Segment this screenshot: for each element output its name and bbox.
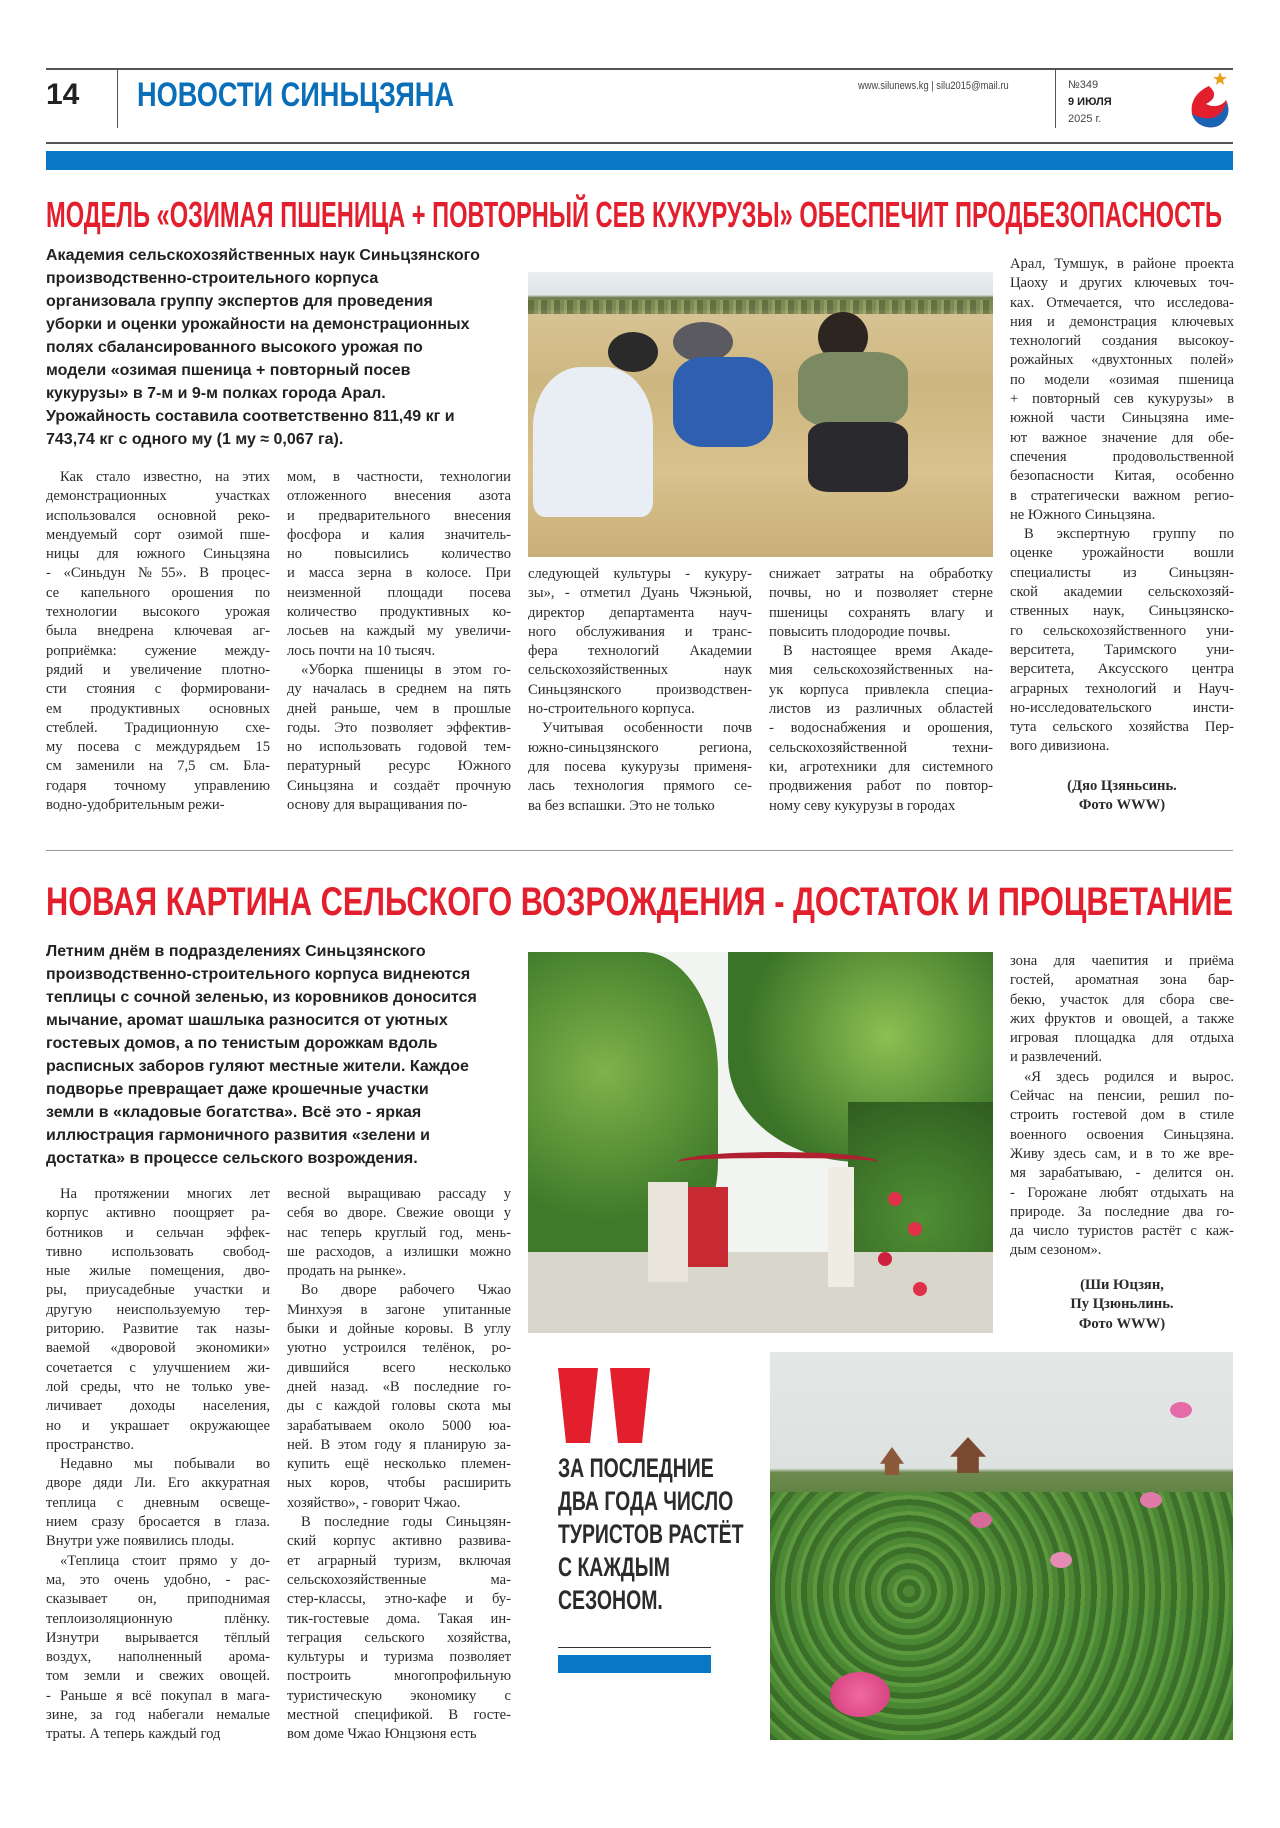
issue-date: 9 ИЮЛЯ [1068, 96, 1112, 108]
pull-quote-line: ТУРИСТОВ РАСТЁТ [558, 1519, 744, 1549]
text-line: быки и дойные коровы. В углу [287, 1321, 511, 1338]
contacts[interactable]: www.silunews.kg | silu2015@mail.ru [858, 80, 1009, 92]
text-line: ния и демонстрация ключевых [1010, 313, 1234, 330]
text-line: дней раньше, чем в прошлые [287, 700, 511, 717]
text-line: технологий создания высокоу- [1010, 333, 1234, 350]
text-line: годаря точному управлению [46, 777, 270, 794]
text-line: ский корпус активно развива- [287, 1533, 511, 1550]
text-line: Изнутри вырывается тёплый [46, 1629, 270, 1646]
article2-headline: НОВАЯ КАРТИНА СЕЛЬСКОГО ВОЗРОЖДЕНИЯ - ДОСТАТОК И ПРОЦВЕТАНИЕ [46, 880, 1233, 924]
masthead-bottom-rule [46, 142, 1233, 144]
text-line: по модели «озимая пшеница [1010, 371, 1234, 388]
text-line: ваемой «дворовой экономики» [46, 1340, 270, 1357]
blue-banner [46, 151, 1233, 170]
text-line: лой среды, что не только уве- [46, 1378, 270, 1395]
text-line: вого дивизиона. [1010, 738, 1110, 755]
byline-photo-credit: Фото WWW) [1078, 1315, 1166, 1332]
text-line: мом, в частности, технологии [287, 469, 511, 485]
lead-line: мычание, аромат шашлыка разносится от уютных [46, 1012, 448, 1029]
text-line: хозяйство», - говорит Чжао. [287, 1494, 461, 1511]
text-line: «Уборка пшеницы в этом го- [301, 661, 511, 678]
text-line: лосьев на каждый му увеличи- [287, 623, 511, 640]
issue-year: 2025 г. [1068, 113, 1102, 125]
text-line: Недавно мы побывали во [60, 1456, 270, 1473]
lead-line: 743,74 кг с одного му (1 му ≈ 0,067 га). [46, 431, 344, 448]
masthead-divider-right [1055, 70, 1056, 128]
pull-quote-line: ДВА ГОДА ЧИСЛО [558, 1486, 734, 1516]
text-line: се капельного орошения по [46, 584, 270, 601]
text-line: и развлечений. [1010, 1049, 1102, 1066]
text-line: жих фруктов и овощей, а также [1010, 1010, 1234, 1027]
text-line: но и украшает окружающее [46, 1417, 270, 1434]
text-line: Арал, Тумшук, в районе проекта [1010, 256, 1234, 272]
text-line: вом доме Чжао Юнцзюня есть [287, 1726, 477, 1743]
pull-quote-line: С КАЖДЫМ [558, 1552, 670, 1582]
text-line: рядий и увеличение плотно- [46, 661, 270, 678]
pull-quote-line: ЗА ПОСЛЕДНИЕ [558, 1453, 714, 1483]
article1-byline [1010, 777, 1234, 816]
text-line: Синьцзянского производствен- [528, 681, 752, 698]
article2-byline [1010, 1276, 1234, 1334]
text-line: му посева с междурядьем 15 [46, 739, 270, 756]
text-line: ного обслуживания и транс- [528, 623, 752, 640]
text-line: ки, агротехники для системного [769, 758, 993, 775]
text-line: сельскохозяйственной техни- [769, 739, 993, 756]
section-title: НОВОСТИ СИНЬЦЗЯНА [137, 76, 455, 114]
text-line: но повысились количество [287, 546, 511, 563]
photo-wheat-field-experts [528, 272, 993, 557]
text-line: зарабатываем около 5000 юа- [287, 1417, 511, 1434]
text-line: безопасности Китая, особенно [1010, 468, 1234, 485]
text-line: сти стояния с формировани- [46, 681, 270, 698]
article2-column-5 [1010, 952, 1234, 1261]
text-line: аграрных технологий и Науч- [1010, 680, 1234, 697]
text-line: для посева кукурузы применя- [528, 758, 752, 775]
text-line: ва без вспашки. Это не только [528, 797, 715, 814]
article1-column-1 [46, 468, 270, 815]
text-line: пшеницы сохранять влагу и [769, 604, 993, 621]
text-line: но-строительного корпуса. [528, 701, 695, 718]
lead-line: модели «озимая пшеница + повторный посев [46, 362, 411, 379]
article2-column-2 [287, 1185, 511, 1745]
text-line: ных коров, чтобы расширить [287, 1475, 511, 1492]
text-line: бекю, участок для сбора све- [1010, 991, 1234, 1008]
text-line: уютно устроился телёнок, ро- [287, 1340, 511, 1357]
text-line: зине, за год набегали немалые [46, 1707, 270, 1724]
lead-line: полях сбалансированного высокого урожая по [46, 339, 423, 356]
lead-line: достатка» в процессе сельского возрождения. [46, 1150, 418, 1167]
text-line: тик-гостевые дома. Такая ин- [287, 1610, 511, 1627]
lead-line: иллюстрация гармоничного развития «зелени и [46, 1127, 431, 1144]
text-line: демонстрационных участках [46, 488, 270, 505]
text-line: ет аграрный туризм, включая [287, 1552, 511, 1569]
text-line: тивно использовать свобод- [46, 1243, 270, 1260]
text-line: строить гостевой дом в стиле [1010, 1107, 1234, 1124]
text-line: местной спецификой. В госте- [287, 1707, 511, 1724]
byline-photo-credit: Фото WWW) [1078, 797, 1166, 814]
text-line: пературный ресурс Южного [287, 758, 511, 775]
text-line: лось почти на 10 тысяч. [287, 642, 436, 659]
text-line: культуры и туризма позволяет [287, 1649, 511, 1666]
text-line: стеблей. Традиционную схе- [46, 719, 270, 736]
lead-line: расписных заборов гуляют местные жители. Каждое [46, 1058, 469, 1075]
text-line: - «Синьдун №55». В процес- [46, 565, 270, 582]
text-line: количество продуктивных ко- [287, 604, 511, 621]
text-line: и масса зерна в колосе. При [287, 565, 511, 582]
article-divider [46, 850, 1233, 851]
text-line: построить многопрофильную [287, 1668, 511, 1685]
text-line: военного освоения Синьцзяна. [1010, 1126, 1234, 1143]
text-line: роприёмка: сужение между- [46, 642, 270, 659]
lead-line: Летним днём в подразделениях Синьцзянского [46, 943, 426, 960]
text-line: корпус активно поощряет ра- [46, 1205, 270, 1222]
text-line: см заменили на 7,5 см. Бла- [46, 758, 270, 775]
text-line: пространство. [46, 1436, 134, 1453]
page-number: 14 [46, 78, 80, 111]
text-line: игровая площадка для отдыха [1010, 1030, 1234, 1047]
text-line: директор департамента науч- [528, 604, 752, 621]
text-line: гостей, ароматная зона бар- [1010, 972, 1234, 989]
article1-column-4 [769, 565, 993, 816]
lead-line: уборки и оценки урожайности на демонстрационных [46, 316, 470, 333]
masthead-divider [117, 70, 118, 128]
text-line: + повторный сев кукурузы» в [1010, 391, 1234, 408]
text-line: снижает затраты на обработку [769, 566, 993, 582]
text-line: ные жилые помещения, дво- [46, 1263, 270, 1280]
text-line: ют важное значение для обе- [1010, 429, 1234, 446]
photo-village-gate [528, 952, 993, 1333]
text-line: На протяжении многих лет [60, 1186, 270, 1202]
text-line: отложенного внесения азота [287, 488, 511, 505]
text-line: В экспертную группу по [1024, 526, 1234, 543]
issue-number: №349 [1068, 79, 1099, 91]
photo-peony-garden [770, 1352, 1233, 1740]
text-line: воздух, наполненный арома- [46, 1649, 270, 1666]
text-line: дворе дяди Ли. Его аккуратная [46, 1475, 270, 1492]
text-line: ше расходов, а излишки можно [287, 1243, 511, 1260]
text-line: зона для чаепития и приёма [1010, 953, 1234, 969]
pull-quote-rule [558, 1647, 711, 1648]
text-line: фосфора и калия значитель- [287, 526, 511, 543]
text-line: ук корпуса привлекла специа- [769, 681, 993, 698]
text-line: повысить плодородие почвы. [769, 623, 951, 640]
text-line: ды с каждой головы скота мы [287, 1398, 511, 1415]
text-line: природе. За последние два го- [1010, 1203, 1234, 1220]
text-line: «Теплица стоит прямо у до- [60, 1552, 270, 1569]
byline-author-1: (Ши Юцзян, [1080, 1277, 1164, 1293]
text-line: Внутри уже появились плоды. [46, 1533, 235, 1550]
text-line: рожайных «двухтонных полей» [1010, 352, 1234, 369]
text-line: основу для выращивания по- [287, 797, 468, 814]
text-line: себя во дворе. Свежие овощи у [287, 1205, 511, 1222]
text-line: но-исследовательского инсти- [1010, 699, 1234, 716]
text-line: сказывает он, приподнимая [46, 1591, 270, 1608]
text-line: водно-удобрительным режи- [46, 797, 225, 814]
text-line: продать на рынке». [287, 1263, 407, 1280]
text-line: оценке урожайности вошли [1010, 545, 1234, 562]
text-line: том земли и свежих овощей. [46, 1668, 270, 1685]
text-line: зы», - отметил Дуань Чжэньюй, [528, 585, 752, 602]
text-line: Учитывая особенности почв [542, 720, 752, 737]
article2-column-1 [46, 1185, 270, 1745]
text-line: сельскохозяйственных наук [528, 662, 752, 679]
lead-line: кукурузы» в 7-м и 9-м полках города Арал. [46, 385, 386, 402]
text-line: стер-классы, этно-кафе и бу- [287, 1591, 511, 1608]
text-line: лась технология прямого се- [528, 778, 752, 795]
byline-author: (Дяо Цзяньсинь. [1067, 778, 1177, 794]
text-line: теплоизоляционную плёнку. [46, 1610, 270, 1627]
text-line: мя зарабатываю, - делится он. [1010, 1165, 1234, 1182]
lead-line: подворье превращает даже крошечные участки [46, 1081, 429, 1098]
text-line: фера технологий Академии [528, 643, 752, 660]
text-line: Во дворе рабочего Чжао [301, 1282, 511, 1299]
text-line: неизменной площади посева [287, 584, 511, 601]
text-line: ботников и сельчан эффек- [46, 1224, 270, 1241]
text-line: траты. А теперь каждый год [46, 1726, 221, 1743]
text-line: почвы, но и позволяет стерне [769, 585, 993, 602]
text-line: ней. В этом году я планирую за- [287, 1436, 511, 1453]
text-line: следующей культуры - кукуру- [528, 566, 752, 582]
text-line: Минхуэя в загоне упитанные [287, 1301, 511, 1318]
lead-line: теплицы с сочной зеленью, из коровников доносится [46, 989, 477, 1006]
text-line: но использовать годовой тем- [287, 739, 511, 756]
text-line: риторию. Развитие так назы- [46, 1321, 270, 1338]
text-line: специалисты из Синьцзян- [1010, 564, 1234, 581]
text-line: Синьцзяна и создаёт прочную [287, 777, 511, 794]
text-line: - водоснабжения и орошения, [769, 720, 993, 737]
text-line: туристическую экономику с [287, 1687, 511, 1704]
text-line: ской академии сельскохозяй- [1010, 584, 1234, 601]
newspaper-logo-icon [1186, 72, 1232, 130]
text-line: спечения продовольственной [1010, 448, 1234, 465]
text-line: теплица с дневным освеще- [46, 1494, 270, 1511]
text-line: нас теперь круглый год, мень- [287, 1224, 511, 1241]
lead-line: производственно-строительного корпуса виднеются [46, 966, 471, 983]
lead-line: земли в «кладовые богатства». Всё это - яркая [46, 1104, 422, 1121]
text-line: личивает доходы населения, [46, 1398, 270, 1415]
text-line: сочетается с улучшением жи- [46, 1359, 270, 1376]
text-line: - Горожане любят отдыхать на [1010, 1184, 1234, 1201]
lead-line: организовала группу экспертов для проведения [46, 293, 433, 310]
lead-line: Урожайность составила соответственно 811,49 кг и [46, 408, 455, 425]
lead-line: гостевых домов, а по тенистым дорожкам вдоль [46, 1035, 438, 1052]
text-line: другую неиспользуемую тер- [46, 1301, 270, 1318]
text-line: верситета, Аксусского центра [1010, 661, 1234, 678]
text-line: го сельскохозяйственного уни- [1010, 622, 1234, 639]
text-line: верситета, Таримского уни- [1010, 641, 1234, 658]
text-line: - Раньше я всё покупал в мага- [46, 1687, 270, 1704]
text-line: сельскохозяйственные ма- [287, 1571, 511, 1588]
text-line: весной выращиваю рассаду у [287, 1186, 511, 1202]
text-line: купить ещё несколько племен- [287, 1456, 511, 1473]
article1-lead [46, 244, 506, 451]
text-line: В последние годы Синьцзян- [301, 1514, 511, 1531]
text-line: в стратегически важном регио- [1010, 487, 1234, 504]
text-line: ному севу кукурузы в городах [769, 797, 956, 814]
text-line: ницы для южного Синьцзяна [46, 546, 270, 563]
text-line: южной части Синьцзяна име- [1010, 410, 1234, 427]
text-line: ем продуктивных основных [46, 700, 270, 717]
lead-line: Академия сельскохозяйственных наук Синьцзянского [46, 247, 480, 264]
article2-lead [46, 940, 506, 1170]
article1-column-2 [287, 468, 511, 815]
text-line: «Я здесь родился и вырос. [1024, 1068, 1234, 1085]
text-line: Цаоху и других ключевых точ- [1010, 275, 1234, 292]
text-line: Сейчас на пенсии, решил по- [1010, 1088, 1234, 1105]
text-line: продвижения работ по повтор- [769, 778, 993, 795]
text-line: годы. Это позволяет эффектив- [287, 719, 511, 736]
text-line: нием сразу бросается в глаза. [46, 1514, 270, 1531]
text-line: была внедрена ключевая аг- [46, 623, 270, 640]
byline-author-2: Пу Цзюньлинь. [1070, 1296, 1174, 1313]
quote-marks-icon [558, 1368, 652, 1443]
text-line: Живу здесь сам, и в то же вре- [1010, 1145, 1234, 1162]
text-line: дившийся всего несколько [287, 1359, 511, 1376]
text-line: и предварительного внесения [287, 507, 511, 524]
text-line: не Южного Синьцзяна. [1010, 506, 1156, 523]
text-line: В настоящее время Акаде- [783, 643, 993, 660]
text-line: технологии высокого урожая [46, 604, 270, 621]
article1-column-5 [1010, 255, 1234, 757]
text-line: дней назад. «В последние го- [287, 1378, 511, 1395]
text-line: дым сезоном». [1010, 1242, 1102, 1259]
text-line: ках. Отмечается, что исследова- [1010, 294, 1234, 311]
text-line: южно-синьцзянского региона, [528, 739, 752, 756]
text-line: использовался основной реко- [46, 507, 270, 524]
pull-quote-bar [558, 1655, 711, 1673]
lead-line: производственно-строительного корпуса [46, 270, 379, 287]
text-line: листов из различных областей [769, 701, 993, 718]
pull-quote-line: СЕЗОНОМ. [558, 1585, 663, 1615]
text-line: ры, приусадебные участки и [46, 1282, 270, 1299]
text-line: ственных наук, Синьцзянско- [1010, 603, 1234, 620]
text-line: Как стало известно, на этих [60, 469, 270, 485]
text-line: тута сельского хозяйства Пер- [1010, 719, 1234, 736]
text-line: теграция сельского хозяйства, [287, 1629, 511, 1646]
text-line: ду началась в среднем на пять [287, 681, 511, 698]
text-line: мендуемый сорт озимой пше- [46, 526, 270, 543]
text-line: ма, это очень удобно, - рас- [46, 1571, 270, 1588]
article1-column-3 [528, 565, 752, 816]
article1-headline: МОДЕЛЬ «ОЗИМАЯ ПШЕНИЦА + ПОВТОРНЫЙ СЕВ КУКУРУЗЫ» ОБЕСПЕЧИТ ПРОДБЕЗОПАСНОСТЬ [46, 194, 1222, 235]
text-line: да число туристов растёт с каж- [1010, 1223, 1234, 1240]
text-line: мия сельскохозяйственных на- [769, 662, 993, 679]
